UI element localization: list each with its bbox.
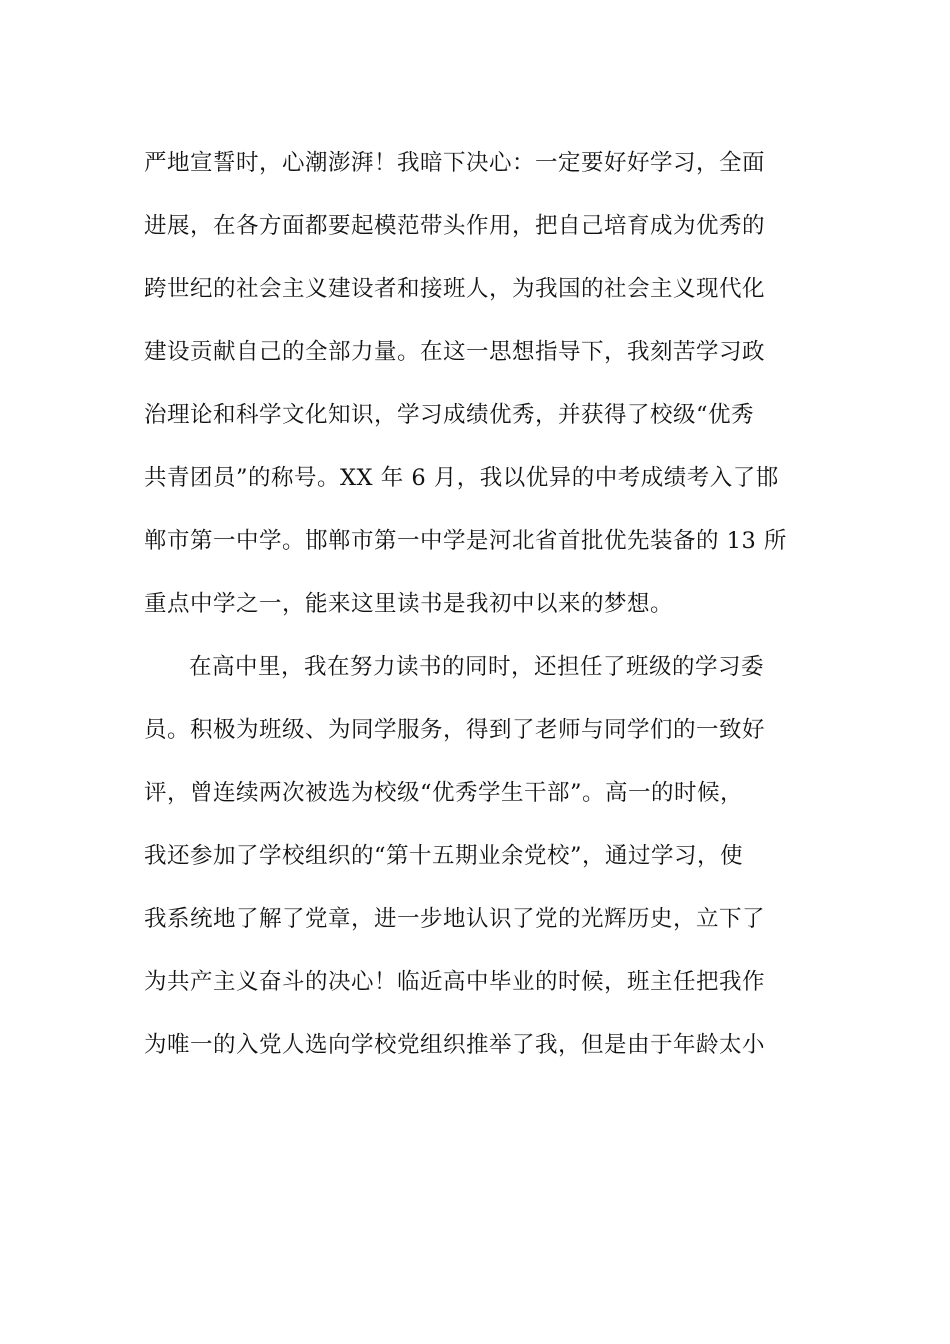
document-body bbox=[144, 132, 808, 1077]
paragraph1-line: 郸市第一中学。邯郸市第一中学是河北省首批优先装备的 13 所 bbox=[144, 528, 787, 554]
paragraph1-line: 严地宣誓时，心潮澎湃！我暗下决心：一定要好好学习，全面 bbox=[144, 150, 766, 176]
paragraph2-line: 在高中里，我在努力读书的同时，还担任了班级的学习委 bbox=[189, 654, 765, 680]
paragraph1-line: 建设贡献自己的全部力量。在这一思想指导下，我刻苦学习政 bbox=[144, 339, 766, 365]
paragraph2-line: 员。积极为班级、为同学服务，得到了老师与同学们的一致好 bbox=[144, 717, 766, 743]
paragraph2-line: 评，曾连续两次被选为校级“优秀学生干部”。高一的时候， bbox=[144, 780, 744, 806]
paragraph2-line: 为共产主义奋斗的决心！临近高中毕业的时候，班主任把我作 bbox=[144, 969, 766, 995]
paragraph2-line: 为唯一的入党人选向学校党组织推举了我，但是由于年龄太小 bbox=[144, 1032, 766, 1058]
paragraph1-line: 进展，在各方面都要起模范带头作用，把自己培育成为优秀的 bbox=[144, 213, 766, 239]
paragraph2-line: 我还参加了学校组织的“第十五期业余党校”，通过学习，使 bbox=[144, 843, 744, 869]
paragraph1-line: 治理论和科学文化知识，学习成绩优秀，并获得了校级“优秀 bbox=[144, 402, 755, 428]
paragraph1-line: 重点中学之一，能来这里读书是我初中以来的梦想。 bbox=[144, 591, 674, 617]
paragraph1-line: 跨世纪的社会主义建设者和接班人，为我国的社会主义现代化 bbox=[144, 276, 766, 302]
paragraph2-line: 我系统地了解了党章，进一步地认识了党的光辉历史，立下了 bbox=[144, 906, 766, 932]
paragraph1-line: 共青团员”的称号。XX 年 6 月，我以优异的中考成绩考入了邯 bbox=[144, 465, 779, 491]
